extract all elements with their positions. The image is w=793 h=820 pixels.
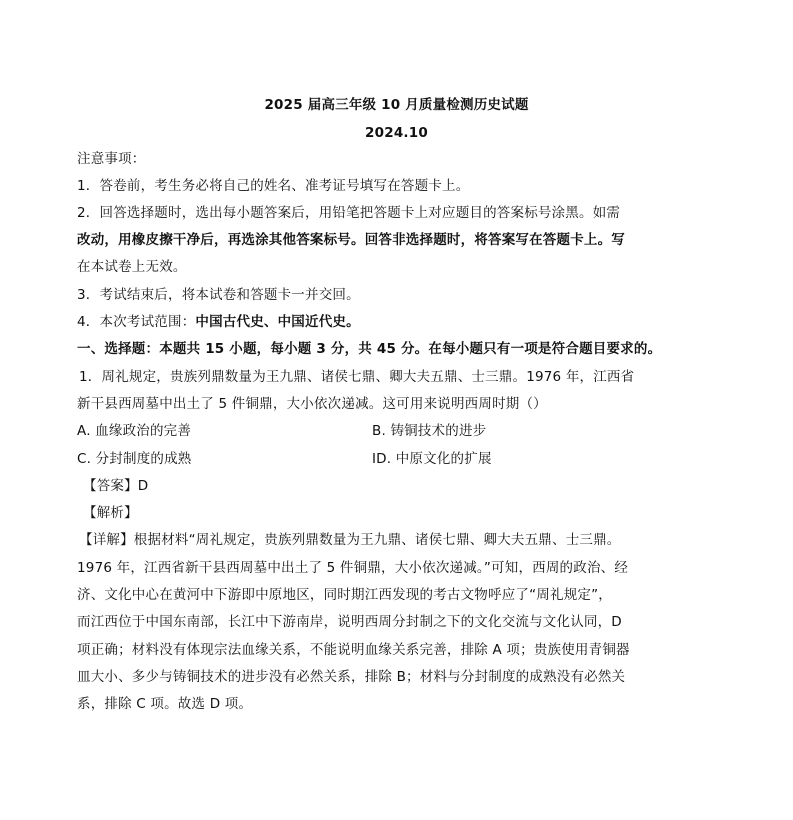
detail-line-3: 济、文化中心在黄河中下游即中原地区，同时期江西发现的考古文物呼应了“周礼规定”， — [77, 587, 612, 603]
exam-title: 2025 届高三年级 10 月质量检测历史试题 — [264, 97, 529, 113]
detail-line-2: 1976 年，江西省新干县西周墓中出土了 5 件铜鼎，大小依次递减。”可知，西周的政治、经 — [77, 560, 629, 576]
question-1-stem-line2: 新干县西周墓中出土了 5 件铜鼎，大小依次递减。这可用来说明西周时期（） — [77, 396, 547, 412]
option-d: ID. 中原文化的扩展 — [372, 451, 492, 467]
note-4-scope: 中国古代史、中国近代史。 — [195, 314, 360, 330]
detail-line-1: 【详解】根据材料“周礼规定，贵族列鼎数量为王九鼎、诸侯七鼎、卿大夫五鼎、士三鼎。 — [79, 532, 621, 548]
detail-line-6: 皿大小、多少与铸铜技术的进步没有必然关系，排除 B；材料与分封制度的成熟没有必然关 — [77, 669, 626, 685]
note-3: 3．考试结束后，将本试卷和答题卡一并交回。 — [77, 287, 360, 303]
question-1-stem-line1: 1．周礼规定，贵族列鼎数量为王九鼎、诸侯七鼎、卿大夫五鼎、士三鼎。1976 年，江西省 — [79, 369, 635, 385]
notes-heading: 注意事项： — [77, 151, 146, 167]
analysis-label: 【解析】 — [83, 505, 138, 521]
note-4-prefix: 4．本次考试范围： — [77, 314, 196, 330]
note-2-line2: 改动，用橡皮擦干净后，再选涂其他答案标号。回答非选择题时，将答案写在答题卡上。写 — [77, 232, 625, 248]
note-4 — [77, 313, 360, 331]
answer-label: 【答案】D — [83, 478, 149, 494]
detail-line-7: 系，排除 C 项。故选 D 项。 — [77, 696, 253, 712]
detail-line-5: 项正确；材料没有体现宗法血缘关系，不能说明血缘关系完善，排除 A 项；贵族使用青铜器 — [77, 642, 630, 658]
option-c: C. 分封制度的成熟 — [77, 451, 192, 467]
note-1: 1．答卷前，考生务必将自己的姓名、准考证号填写在答题卡上。 — [77, 178, 470, 194]
exam-date: 2024.10 — [365, 125, 428, 141]
option-b: B. 铸铜技术的进步 — [372, 423, 487, 439]
note-2-line3: 在本试卷上无效。 — [77, 259, 187, 275]
option-a: A. 血缘政治的完善 — [77, 423, 192, 439]
section-heading: 一、选择题：本题共 15 小题，每小题 3 分，共 45 分。在每小题只有一项是符合题目要求的。 — [77, 341, 662, 357]
note-2-line1: 2．回答选择题时，选出每小题答案后，用铅笔把答题卡上对应题目的答案标号涂黑。如需 — [77, 205, 621, 221]
detail-line-4: 而江西位于中国东南部，长江中下游南岸，说明西周分封制之下的文化交流与文化认同，D — [77, 614, 622, 630]
